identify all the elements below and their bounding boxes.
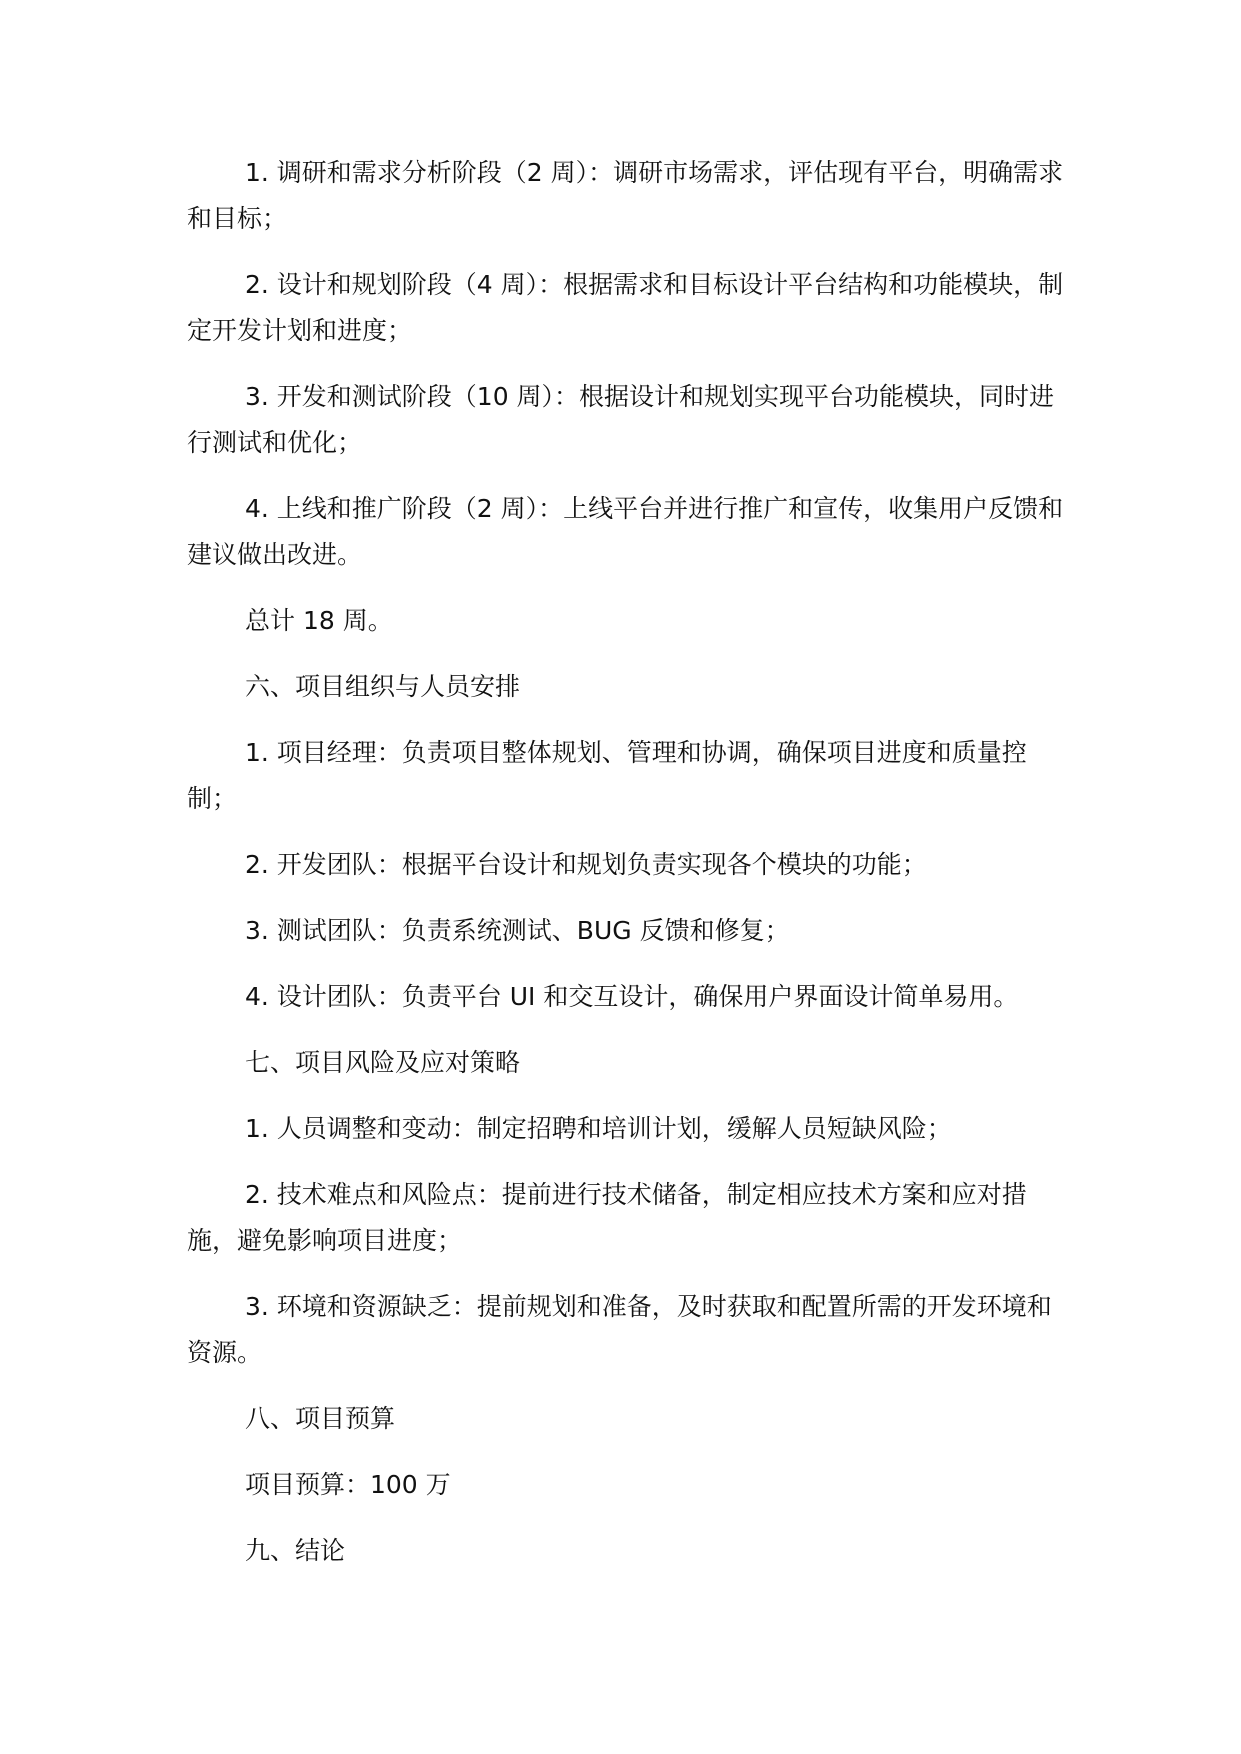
risk-staffing: 1. 人员调整和变动：制定招聘和培训计划，缓解人员短缺风险； — [245, 1114, 952, 1143]
phase-4-launch: 4. 上线和推广阶段（2 周）：上线平台并进行推广和宣传，收集用户反馈和建议做出改进。 — [187, 494, 1064, 569]
document-body — [187, 150, 1067, 1594]
risk-technical: 2. 技术难点和风险点：提前进行技术储备，制定相应技术方案和应对措施，避免影响项目进度； — [187, 1180, 1027, 1255]
phase-1-research: 1. 调研和需求分析阶段（2 周）：调研市场需求，评估现有平台，明确需求和目标； — [187, 158, 1064, 233]
total-duration: 总计 18 周。 — [245, 606, 393, 635]
section-heading-budget: 八、项目预算 — [245, 1404, 396, 1433]
risk-resources: 3. 环境和资源缺乏：提前规划和准备，及时获取和配置所需的开发环境和资源。 — [187, 1292, 1052, 1367]
role-test-team: 3. 测试团队：负责系统测试、BUG 反馈和修复； — [245, 916, 790, 945]
role-dev-team: 2. 开发团队：根据平台设计和规划负责实现各个模块的功能； — [245, 850, 927, 879]
phase-2-design: 2. 设计和规划阶段（4 周）：根据需求和目标设计平台结构和功能模块，制定开发计划和进度； — [187, 270, 1064, 345]
role-design-team: 4. 设计团队：负责平台 UI 和交互设计，确保用户界面设计简单易用。 — [245, 982, 1019, 1011]
phase-3-development: 3. 开发和测试阶段（10 周）：根据设计和规划实现平台功能模块，同时进行测试和优化； — [187, 382, 1055, 457]
role-project-manager: 1. 项目经理：负责项目整体规划、管理和协调，确保项目进度和质量控制； — [187, 738, 1027, 813]
section-heading-risks: 七、项目风险及应对策略 — [245, 1048, 521, 1077]
section-heading-conclusion: 九、结论 — [245, 1536, 346, 1565]
section-heading-organization: 六、项目组织与人员安排 — [245, 672, 521, 701]
budget-amount: 项目预算：100 万 — [245, 1470, 451, 1499]
